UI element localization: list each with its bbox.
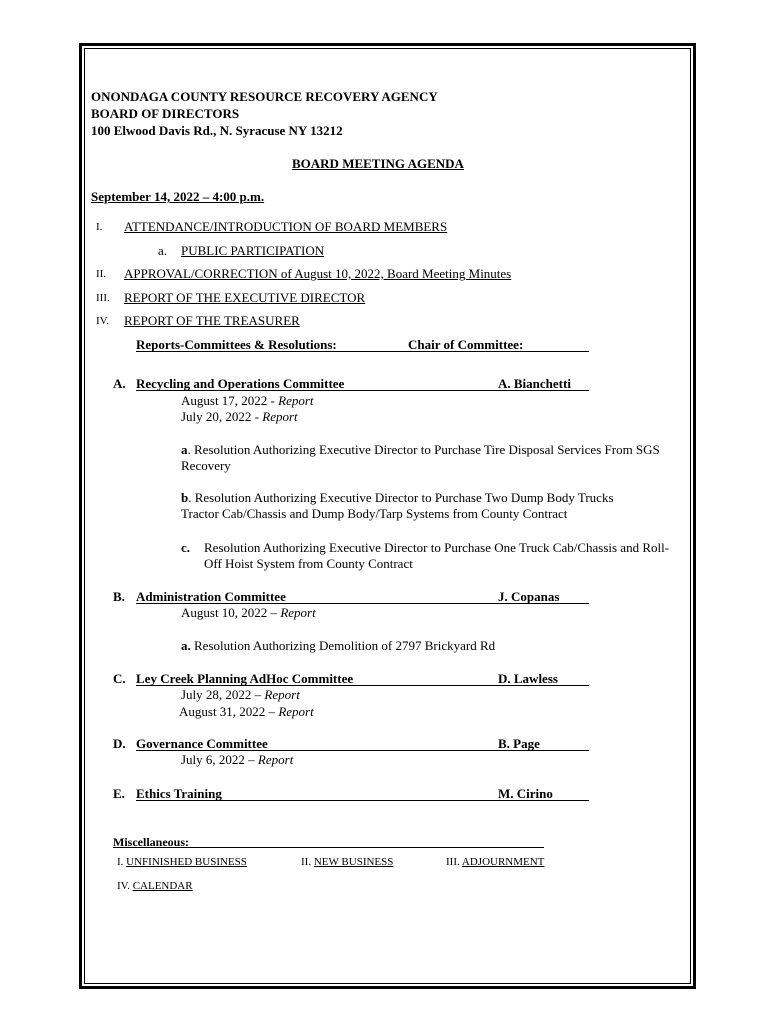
committee-c-underline	[136, 685, 589, 686]
misc-underline	[113, 847, 544, 848]
agenda-item-executive-director: REPORT OF THE EXECUTIVE DIRECTOR	[124, 290, 366, 305]
sub-item-public-participation: PUBLIC PARTICIPATION	[181, 243, 325, 258]
agenda-item-attendance: ATTENDANCE/INTRODUCTION OF BOARD MEMBERS	[124, 219, 448, 234]
committee-d-name: Governance Committee	[136, 736, 268, 751]
agenda-num-1: I.	[96, 221, 103, 233]
misc-item-adjournment: III. ADJOURNMENT	[446, 856, 545, 868]
committee-c-report-2: August 31, 2022 – Report	[179, 704, 314, 719]
committee-c-report-1: July 28, 2022 – Report	[181, 687, 300, 702]
committee-a-letter: A.	[113, 376, 126, 391]
sub-item-letter: a.	[158, 243, 168, 258]
agenda-item-approval: APPROVAL/CORRECTION of August 10, 2022, Board Meeting Minutes	[124, 266, 512, 281]
agenda-item-treasurer: REPORT OF THE TREASURER	[124, 313, 300, 328]
org-name: ONONDAGA COUNTY RESOURCE RECOVERY AGENCY	[91, 89, 438, 104]
agenda-num-4: IV.	[96, 315, 109, 327]
agenda-num-2: II.	[96, 268, 107, 280]
page-title: BOARD MEETING AGENDA	[292, 156, 464, 171]
committee-a-name: Recycling and Operations Committee	[136, 376, 345, 391]
committee-b-name: Administration Committee	[136, 589, 286, 604]
reports-header-right: Chair of Committee:	[408, 337, 524, 352]
org-address: 100 Elwood Davis Rd., N. Syracuse NY 13212	[91, 123, 343, 138]
committee-e-name: Ethics Training	[136, 786, 222, 801]
committee-b-resolution-a: a. Resolution Authorizing Demolition of 2797 Brickyard Rd	[181, 638, 496, 653]
meeting-date: September 14, 2022 – 4:00 p.m.	[91, 189, 265, 204]
committee-e-chair: M. Cirino	[498, 786, 553, 801]
committee-a-resolution-b: b. Resolution Authorizing Executive Director to Purchase Two Dump Body Trucks Tractor Cab/Chassis and Dump Body/Tarp Systems from County Contract	[181, 490, 614, 521]
misc-title: Miscellaneous:	[113, 835, 189, 849]
committee-d-underline	[136, 750, 589, 751]
reports-header-underline	[136, 351, 589, 352]
misc-item-calendar: IV. CALENDAR	[117, 880, 193, 892]
misc-item-unfinished-business: I. UNFINISHED BUSINESS	[117, 856, 247, 868]
committee-a-underline	[136, 390, 589, 391]
committee-a-resolution-a: a. Resolution Authorizing Executive Director to Purchase Tire Disposal Services From SGS Recovery	[181, 442, 660, 473]
committee-e-letter: E.	[113, 786, 125, 801]
committee-a-chair: A. Bianchetti	[498, 376, 571, 391]
committee-a-report-1: August 17, 2022 - Report	[181, 393, 314, 408]
committee-a-resolution-c-letter: c.	[181, 540, 191, 555]
committee-c-chair: D. Lawless	[498, 671, 558, 686]
committee-b-chair: J. Copanas	[498, 589, 560, 604]
committee-a-resolution-c: Resolution Authorizing Executive Director to Purchase One Truck Cab/Chassis and Roll-Off Hoist System from County Contract	[204, 540, 670, 571]
committee-c-letter: C.	[113, 671, 126, 686]
committee-e-underline	[136, 800, 589, 801]
committee-d-chair: B. Page	[498, 736, 540, 751]
misc-item-new-business: II. NEW BUSINESS	[301, 856, 394, 868]
committee-d-letter: D.	[113, 736, 126, 751]
agenda-num-3: III.	[96, 292, 110, 304]
org-board: BOARD OF DIRECTORS	[91, 106, 240, 121]
committee-b-underline	[136, 603, 589, 604]
committee-a-report-2: July 20, 2022 - Report	[181, 409, 298, 424]
committee-b-report-1: August 10, 2022 – Report	[181, 605, 316, 620]
committee-c-name: Ley Creek Planning AdHoc Committee	[136, 671, 354, 686]
committee-b-letter: B.	[113, 589, 125, 604]
committee-d-report-1: July 6, 2022 – Report	[181, 752, 294, 767]
reports-header-left: Reports-Committees & Resolutions:	[136, 337, 337, 352]
